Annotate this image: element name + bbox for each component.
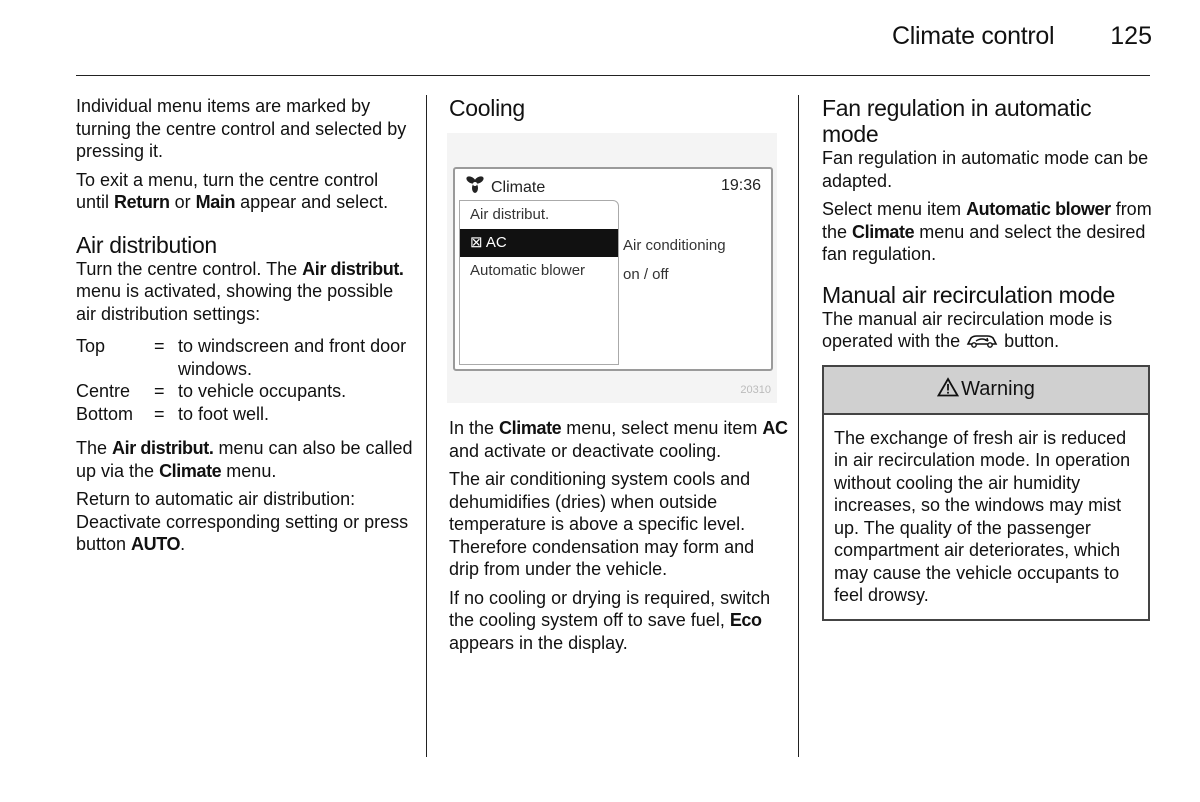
column-right xyxy=(822,95,1152,621)
column-divider xyxy=(426,95,427,757)
paragraph: Fan regulation in automatic mode can be adapted. xyxy=(822,148,1149,191)
setting-row: Bottom = to foot well. xyxy=(76,403,270,424)
column-divider xyxy=(798,95,799,757)
section-heading: Fan regulation in automatic mode xyxy=(822,95,1092,147)
setting-row: Top = to windscreen and front door windows. xyxy=(76,336,407,379)
screen-title: Climate xyxy=(491,178,546,196)
warning-label: Warning xyxy=(961,378,1035,401)
settings-list xyxy=(76,335,416,425)
warning-triangle-icon xyxy=(937,377,959,403)
warning-box xyxy=(822,365,1150,621)
setting-row: Centre = to vehicle occupants. xyxy=(76,381,347,401)
header-rule xyxy=(76,75,1150,76)
paragraph: In the Climate menu, select menu item AC and activate or deactivate cooling. xyxy=(449,418,788,461)
value-on-off: on / off xyxy=(623,266,669,283)
page-header xyxy=(892,22,1152,62)
fan-icon xyxy=(465,175,485,201)
paragraph: Individual menu items are marked by turning the centre control and selected by pressing it. xyxy=(76,96,407,161)
figure-number: 20310 xyxy=(740,383,771,396)
section-heading: Cooling xyxy=(449,95,525,121)
climate-screen xyxy=(453,167,773,371)
paragraph: The air conditioning system cools and dehumidifies (dries) when outside temperature is above a specific level. Therefore condensation may form and drip from under the vehicle. xyxy=(449,469,755,579)
menu-item-air-distribut: Air distribut. xyxy=(470,206,550,223)
screen-menu xyxy=(459,200,619,365)
recirculation-car-icon xyxy=(965,332,999,355)
display-screenshot xyxy=(447,133,777,403)
paragraph: Turn the centre control. The Air distribut. menu is activated, showing the possible air distribution settings: xyxy=(76,258,404,324)
paragraph: If no cooling or drying is required, switch the cooling system off to save fuel, Eco appears in the display. xyxy=(449,587,771,653)
column-left xyxy=(76,95,416,562)
page-number: 125 xyxy=(1110,22,1152,50)
menu-item-automatic-blower: Automatic blower xyxy=(470,262,586,279)
screen-values xyxy=(623,231,726,289)
warning-header xyxy=(824,367,1148,415)
chapter-title: Climate control xyxy=(892,22,1055,50)
paragraph: Select menu item Automatic blower from the Climate menu and select the desired fan regulation. xyxy=(822,199,1152,264)
paragraph: To exit a menu, turn the centre control until Return or Main appear and select. xyxy=(76,169,389,212)
section-heading: Air distribution xyxy=(76,231,217,258)
menu-item-ac: ⊠ AC xyxy=(460,229,618,257)
value-air-conditioning: Air conditioning xyxy=(623,237,726,254)
paragraph: The Air distribut. menu can also be called up via the Climate menu. xyxy=(76,438,413,481)
paragraph: Return to automatic air distribution: Deactivate corresponding setting or press button AUTO. xyxy=(76,489,409,554)
paragraph: The manual air recirculation mode is operated with the button. xyxy=(822,308,1152,355)
column-middle xyxy=(449,95,789,660)
warning-text: The exchange of fresh air is reduced in air recirculation mode. In operation without cooling the air humidity increases, so the windows may mist up. The quality of the passenger compartment air deteriorates, which may cause the vehicle occupants to feel drowsy. xyxy=(834,427,1131,605)
section-heading: Manual air recirculation mode xyxy=(822,281,1115,308)
screen-time: 19:36 xyxy=(720,177,761,194)
